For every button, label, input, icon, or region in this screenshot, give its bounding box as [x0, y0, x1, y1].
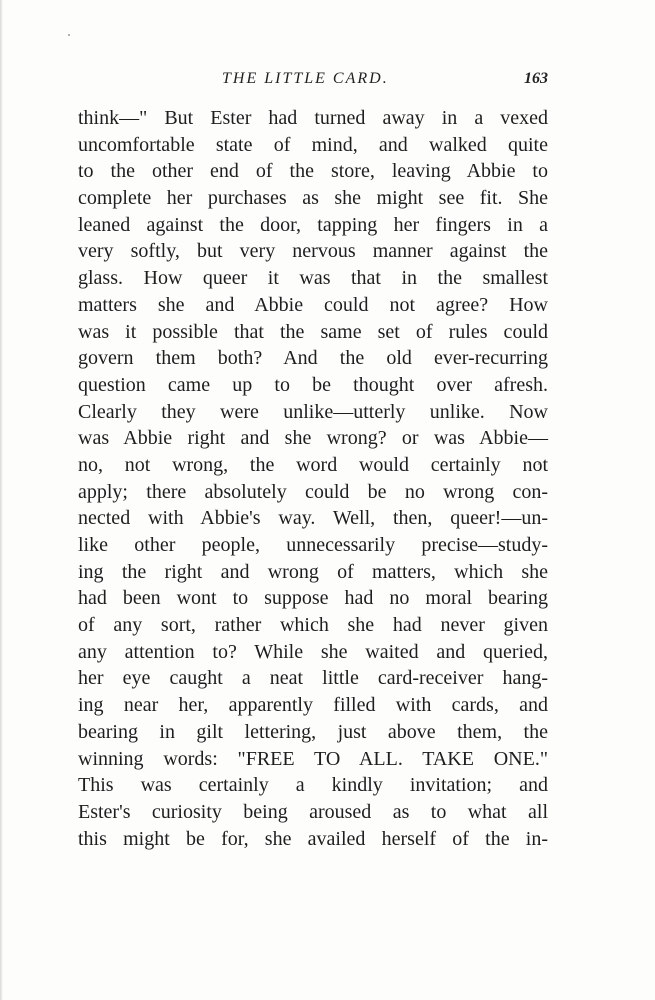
text-line: think—" But Ester had turned away in a vexed: [78, 107, 548, 129]
text-line: matters she and Abbie could not agree? How: [78, 293, 548, 316]
text-line: ing near her, apparently filled with cards, and: [78, 694, 548, 717]
page-edge-shadow: [0, 0, 3, 1000]
text-line: had been wont to suppose had no moral bearing: [78, 587, 548, 610]
text-line: no, not wrong, the word would certainly not: [78, 453, 548, 476]
text-line: uncomfortable state of mind, and walked quite: [78, 133, 548, 156]
print-speck: [538, 462, 541, 465]
text-line: bearing in gilt lettering, just above them, the: [78, 720, 548, 743]
text-line: leaned against the door, tapping her fingers in a: [78, 213, 548, 236]
text-line: her eye caught a neat little card-receiver hang-: [78, 667, 548, 690]
text-line: like other people, unnecessarily precise—study-: [78, 534, 548, 556]
page-number: 163: [524, 70, 548, 87]
text-line: to the other end of the store, leaving Abbie to: [78, 160, 548, 183]
text-line: any attention to? While she waited and queried,: [78, 640, 548, 663]
text-line: glass. How queer it was that in the smallest: [78, 267, 548, 290]
text-line: govern them both? And the old ever-recurring: [78, 347, 548, 370]
running-head: THE LITTLE CARD.: [222, 70, 389, 87]
text-line: complete her purchases as she might see fit. She: [78, 187, 548, 210]
text-line: this might be for, she availed herself of the in-: [78, 827, 548, 850]
text-line: was it possible that the same set of rules could: [78, 320, 548, 343]
text-line: of any sort, rather which she had never given: [78, 614, 548, 637]
text-line: This was certainly a kindly invitation; and: [78, 774, 548, 797]
text-line: was Abbie right and she wrong? or was Abbie—: [78, 427, 548, 450]
text-line: Clearly they were unlike—utterly unlike. Now: [78, 400, 548, 423]
text-line: nected with Abbie's way. Well, then, queer!—un-: [78, 507, 548, 530]
text-line: very softly, but very nervous manner against the: [78, 240, 548, 263]
print-speck: [68, 34, 70, 36]
text-line: winning words: "FREE TO ALL. TAKE ONE.": [78, 747, 548, 770]
text-line: Ester's curiosity being aroused as to what all: [78, 800, 548, 823]
body-text: [78, 105, 548, 852]
text-line: question came up to be thought over afresh.: [78, 373, 548, 396]
page-header: [78, 70, 548, 98]
text-line: ing the right and wrong of matters, which she: [78, 560, 548, 583]
text-line: apply; there absolutely could be no wrong con-: [78, 480, 548, 503]
